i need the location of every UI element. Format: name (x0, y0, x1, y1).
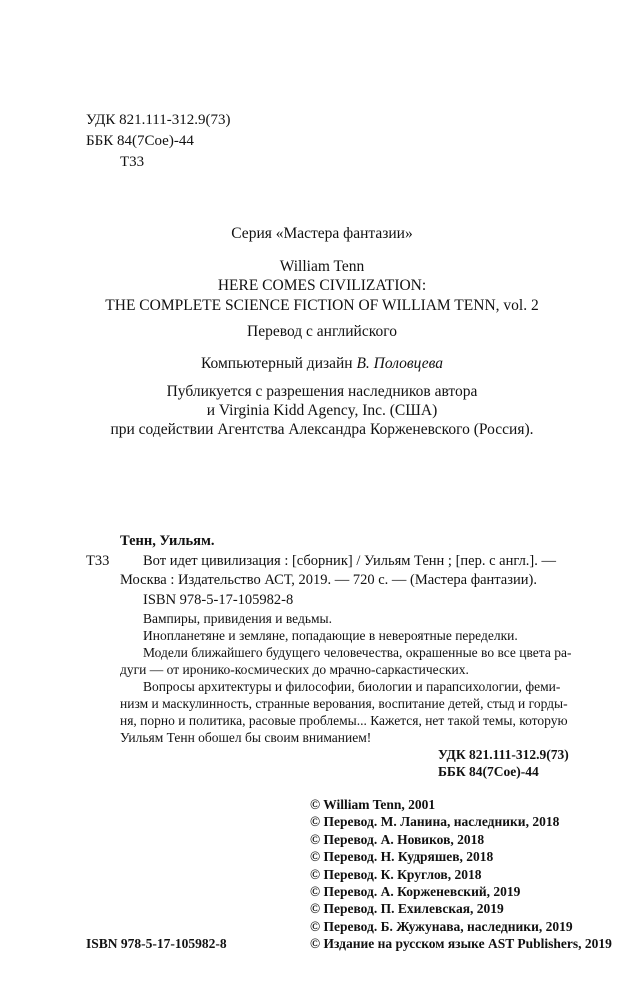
copyright-line-3: © Перевод. А. Новиков, 2018 (310, 832, 485, 847)
bib-line-1: Вот идет цивилизация : [сборник] / Уильям Тенн ; [пер. с англ.]. — (143, 553, 557, 569)
designer-name: В. Половцева (356, 355, 444, 372)
rights-line-1: Публикуется с разрешения наследников автора (166, 383, 478, 400)
bib-line-2: Москва : Издательство АСТ, 2019. — 720 с. — (Мастера фантазии). (120, 572, 537, 588)
bbk-code-bottom: ББК 84(7Сое)-44 (438, 764, 539, 779)
design-label: Компьютерный дизайн (200, 355, 353, 372)
annotation-line-5: Вопросы архитектуры и философии, биологии и парапсихологии, феми- (143, 679, 561, 694)
annotation-line-8: Уильям Тенн обошел бы своим вниманием! (120, 730, 372, 745)
original-author: William Tenn (279, 258, 365, 275)
copyright-line-1: © William Tenn, 2001 (310, 797, 436, 812)
rights-line-2: и Virginia Kidd Agency, Inc. (США) (206, 402, 438, 419)
bib-heading: Тенн, Уильям. (120, 533, 215, 549)
annotation-line-4: дуги — от иронико-космических до мрачно-саркастических. (120, 662, 469, 677)
copyright-line-6: © Перевод. А. Корженевский, 2019 (310, 884, 521, 899)
copyright-line-8: © Перевод. Б. Жужунава, наследники, 2019 (310, 919, 573, 934)
translation-note: Перевод с английского (247, 323, 397, 340)
bbk-code-top: ББК 84(7Сое)-44 (86, 133, 194, 149)
copyright-line-5: © Перевод. К. Круглов, 2018 (310, 867, 482, 882)
annotation-line-2: Инопланетяне и земляне, попадающие в невероятные переделки. (143, 628, 518, 643)
udk-code-bottom: УДК 821.111-312.9(73) (438, 747, 569, 762)
design-credit (0, 354, 644, 374)
series-name: Серия «Мастера фантазии» (231, 225, 413, 242)
rights-line-3: при содействии Агентства Александра Корженевского (Россия). (110, 421, 534, 438)
copyright-line-7: © Перевод. П. Ехилевская, 2019 (310, 901, 504, 916)
annotation-line-1: Вампиры, привидения и ведьмы. (143, 611, 332, 626)
author-mark-top: Т33 (120, 154, 145, 170)
udk-code-top: УДК 821.111-312.9(73) (86, 112, 231, 128)
copyright-line-4: © Перевод. Н. Кудряшев, 2018 (310, 849, 494, 864)
original-subtitle: THE COMPLETE SCIENCE FICTION OF WILLIAM TENN, vol. 2 (105, 297, 539, 314)
bib-isbn: ISBN 978-5-17-105982-8 (143, 592, 294, 608)
copyright-line-2: © Перевод. М. Ланина, наследники, 2018 (310, 814, 560, 829)
copyright-line-9: © Издание на русском языке AST Publishers, 2019 (310, 936, 612, 951)
annotation-line-3: Модели ближайшего будущего человечества, окрашенные во все цвета ра- (143, 645, 572, 660)
isbn-footer: ISBN 978-5-17-105982-8 (86, 936, 227, 951)
annotation-line-7: ня, порно и политика, расовые проблемы... Кажется, нет такой темы, которую (120, 713, 568, 728)
annotation-line-6: низм и маскулинность, странные верования, воспитание детей, стыд и горды- (120, 696, 568, 711)
original-title: HERE COMES CIVILIZATION: (217, 277, 427, 294)
bib-author-mark: Т33 (86, 553, 110, 569)
